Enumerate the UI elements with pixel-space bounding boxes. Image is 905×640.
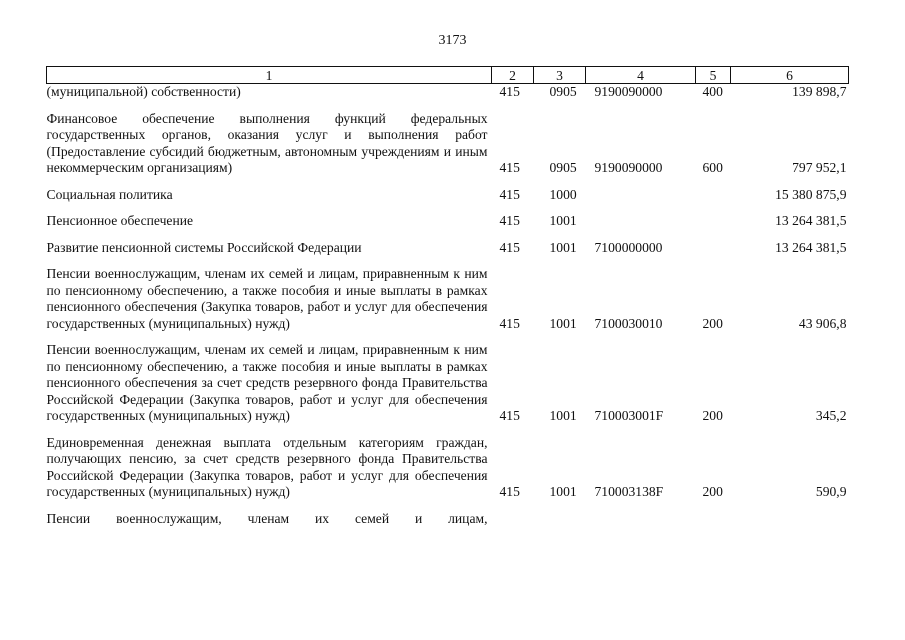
table-row — [47, 84, 849, 101]
row-description: Пенсии военнослужащим, членам их семей и лицам, — [46, 510, 488, 526]
cell-expense-type: 400 — [702, 84, 723, 99]
cell-expense-type — [696, 187, 731, 204]
row-description: Социальная политика — [46, 186, 173, 202]
cell-expense-type — [696, 213, 731, 230]
column-header: 5 — [696, 67, 731, 84]
row-description: Пенсии военнослужащим, членам их семей и лицам, приравненным к ним по пенсионному обеспечению, а также пособия и иные выплаты в рамках пенсионного обеспечения за счет средств резервного фонда Правительства Российской Федерации (Закупка товаров, работ и услуг для обеспечения государственных (муниципальных) нужд) — [46, 342, 488, 423]
cell-amount: 15 380 875,9 — [775, 186, 847, 202]
cell-target-article: 9190090000 — [594, 84, 663, 99]
row-description: Пенсионное обеспечение — [46, 213, 194, 228]
cell-ministry: 415 — [499, 84, 520, 99]
table-row — [47, 187, 849, 204]
row-spacer — [47, 256, 849, 266]
row-spacer — [47, 177, 849, 187]
cell-ministry: 415 — [499, 484, 520, 499]
cell-ministry: 415 — [499, 315, 520, 331]
table-row — [47, 511, 849, 528]
row-description: Пенсии военнослужащим, членам их семей и лицам, приравненным к ним по пенсионному обеспечению, а также пособия и иные выплаты в рамках пенсионного обеспечения (Закупка товаров, работ и услуг для обеспечения государственных (муниципальных) нужд) — [46, 266, 488, 331]
cell-target-article: 7100030010 — [594, 315, 663, 331]
cell-amount — [731, 511, 849, 528]
cell-amount: 590,9 — [815, 484, 847, 499]
cell-target-article — [586, 187, 696, 204]
cell-amount: 13 264 381,5 — [775, 239, 847, 255]
cell-expense-type: 200 — [702, 315, 723, 331]
cell-target-article: 7100000000 — [594, 239, 663, 255]
cell-section: 0905 — [549, 160, 577, 175]
cell-expense-type — [696, 511, 731, 528]
row-description: Развитие пенсионной системы Российской Федерации — [46, 239, 362, 255]
cell-section: 1001 — [549, 484, 577, 499]
cell-section: 1001 — [549, 239, 577, 255]
budget-table — [46, 66, 849, 527]
row-description: (муниципальной) собственности) — [46, 84, 241, 99]
row-spacer — [47, 230, 849, 240]
cell-ministry: 415 — [499, 239, 520, 255]
cell-target-article — [586, 511, 696, 528]
cell-amount: 345,2 — [815, 408, 847, 423]
table-row — [47, 240, 849, 257]
row-spacer — [47, 332, 849, 342]
table-row — [47, 342, 849, 425]
cell-ministry — [492, 511, 534, 528]
cell-ministry: 415 — [499, 213, 520, 228]
cell-amount: 139 898,7 — [792, 84, 847, 99]
row-spacer — [47, 101, 849, 111]
cell-amount: 797 952,1 — [792, 160, 847, 175]
cell-expense-type: 600 — [702, 160, 723, 175]
column-header: 2 — [492, 67, 534, 84]
column-header: 3 — [534, 67, 586, 84]
table-row — [47, 435, 849, 501]
page-number: 3173 — [438, 33, 467, 48]
cell-section: 0905 — [549, 84, 577, 99]
row-spacer — [47, 501, 849, 511]
cell-target-article: 710003001F — [594, 408, 664, 423]
cell-amount: 13 264 381,5 — [775, 213, 847, 228]
cell-section: 1001 — [549, 213, 577, 228]
column-header: 6 — [731, 67, 849, 84]
cell-expense-type — [696, 240, 731, 257]
row-description: Финансовое обеспечение выполнения функций федеральных государственных органов, оказания услуг и выполнения работ (Предоставление субсидий бюджетным, автономным учреждениям и иным некоммерческим организациям) — [46, 110, 488, 175]
table-row — [47, 111, 849, 177]
column-header: 4 — [586, 67, 696, 84]
cell-section: 1001 — [549, 315, 577, 331]
cell-ministry: 415 — [499, 160, 520, 175]
cell-target-article: 9190090000 — [594, 160, 663, 175]
cell-ministry: 415 — [499, 408, 520, 423]
cell-expense-type: 200 — [702, 408, 723, 423]
cell-section — [534, 511, 586, 528]
row-spacer — [47, 203, 849, 213]
cell-expense-type: 200 — [702, 484, 723, 499]
cell-section: 1001 — [549, 408, 577, 423]
cell-amount: 43 906,8 — [798, 315, 847, 331]
table-row — [47, 213, 849, 230]
cell-target-article: 710003138F — [594, 484, 664, 499]
table-header-row — [47, 67, 849, 84]
row-spacer — [47, 425, 849, 435]
cell-section: 1000 — [549, 186, 577, 202]
cell-ministry: 415 — [499, 186, 520, 202]
table-row — [47, 266, 849, 332]
column-header: 1 — [47, 67, 492, 84]
cell-target-article — [586, 213, 696, 230]
row-description: Единовременная денежная выплата отдельным категориям граждан, получающих пенсию, за счет средств резервного фонда Правительства Российской Федерации (Закупка товаров, работ и услуг для обеспечения государственных (муниципальных) нужд) — [46, 434, 488, 499]
